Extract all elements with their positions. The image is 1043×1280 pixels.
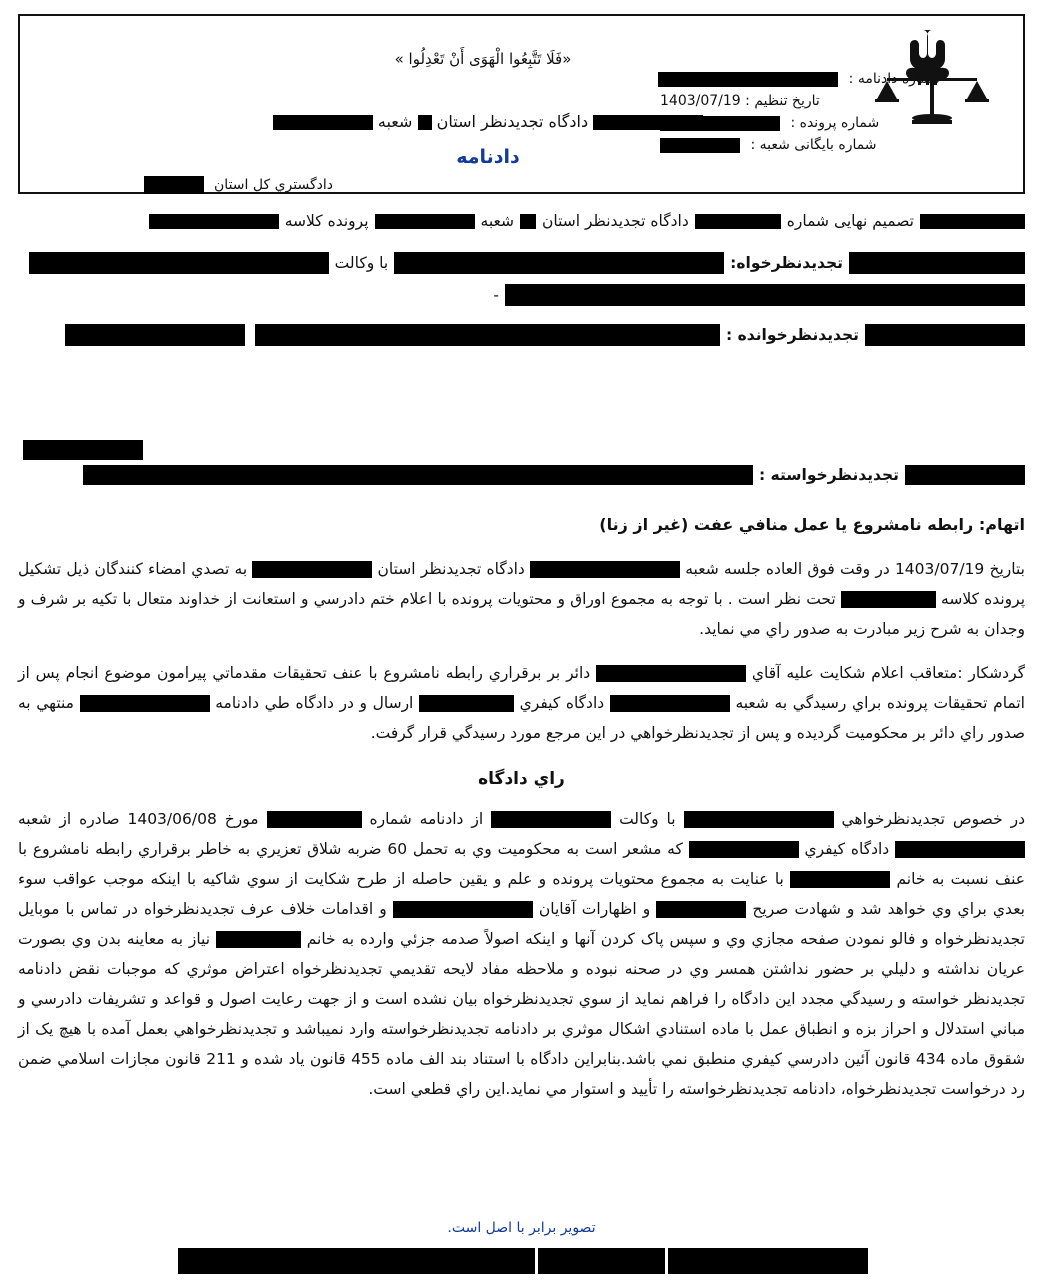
meta-label: شماره بایگانی شعبه : bbox=[750, 137, 877, 153]
redaction-bar bbox=[849, 252, 1025, 274]
charge-line: اتهام: رابطه نامشروع یا عمل منافي عفت (غیر از زنا) bbox=[599, 515, 1025, 534]
redaction-bar bbox=[80, 695, 210, 712]
meta-row-dadname-number bbox=[660, 68, 940, 90]
judiciary-label bbox=[144, 176, 333, 194]
redaction-bar bbox=[920, 214, 1025, 229]
meta-label: شماره پرونده : bbox=[790, 115, 880, 131]
court-line bbox=[253, 112, 723, 131]
redaction-bar bbox=[418, 115, 432, 130]
copy-certification-note: تصویر برابر با اصل است. bbox=[447, 1220, 596, 1236]
document-title: دادنامه bbox=[456, 146, 520, 168]
redaction-bar bbox=[610, 695, 730, 712]
attorney-label: با وکالت bbox=[334, 254, 389, 272]
appellant-row-2 bbox=[18, 280, 1025, 310]
meta-row-date bbox=[660, 90, 940, 112]
redaction-bar bbox=[216, 931, 301, 948]
redaction-bar bbox=[905, 465, 1025, 485]
redaction-bar bbox=[252, 561, 372, 578]
redaction-bar bbox=[273, 115, 373, 130]
case-row bbox=[18, 206, 1025, 236]
redaction-bar bbox=[684, 811, 834, 828]
quran-verse: «فَلَا تَتَّبِعُوا الْهَوَى أَنْ تَعْدِلُوا » bbox=[394, 50, 572, 68]
redaction-bar bbox=[149, 214, 279, 229]
case-label: پرونده کلاسه bbox=[284, 212, 369, 230]
document-body bbox=[18, 200, 1025, 1108]
redaction-bar bbox=[419, 695, 514, 712]
meta-label: شماره دادنامه : bbox=[848, 71, 940, 87]
redaction-bar bbox=[658, 72, 838, 87]
redaction-bar bbox=[660, 116, 780, 131]
redaction-bar bbox=[375, 214, 475, 229]
meta-row-case-number bbox=[660, 112, 940, 134]
redaction-bar bbox=[255, 324, 720, 346]
verdict-title: راي دادگاه bbox=[478, 769, 565, 789]
dash-separator: - bbox=[493, 286, 499, 304]
request-label: تجدیدنظرخواسته : bbox=[758, 466, 899, 484]
session-paragraph: بتاریخ 1403/07/19 در وقت فوق العاده جلسه شعبه دادگاه تجدیدنظر استان به تصدي امضاء کنندگان ذیل تشکیل پرونده کلاسه تحت نظر است . با توجه به مجموع اوراق و محتویات پرونده با اعلام ختم دادرسي و استعانت از خداوند متعال با تکیه بر شرف و وجدان به شرح زیر مبادرت به صدور راي مي نماید. bbox=[18, 560, 1026, 638]
redaction-bar bbox=[895, 841, 1025, 858]
redaction-bar bbox=[29, 252, 329, 274]
court-label: دادگاه تجدیدنظر استان bbox=[436, 112, 589, 131]
redaction-bar bbox=[394, 252, 724, 274]
redaction-bar bbox=[491, 811, 611, 828]
redaction-bar bbox=[267, 811, 362, 828]
redaction-bar bbox=[596, 665, 746, 682]
request-row bbox=[18, 460, 1025, 490]
appellee-row bbox=[18, 320, 1025, 350]
redaction-bar bbox=[790, 871, 890, 888]
header-meta bbox=[660, 68, 940, 156]
redaction-bar bbox=[695, 214, 781, 229]
appellant-row bbox=[18, 248, 1025, 278]
judiciary-text: دادگستري کل استان bbox=[214, 177, 333, 193]
court-label: دادگاه تجدیدنظر استان bbox=[541, 212, 689, 230]
redaction-bar bbox=[520, 214, 536, 229]
branch-label: شعبه bbox=[377, 112, 413, 131]
redaction-bar bbox=[505, 284, 1025, 306]
meta-row-archive-number bbox=[660, 134, 940, 156]
branch-label: شعبه bbox=[480, 212, 514, 230]
verdict-paragraph: در خصوص تجدیدنظرخواهي با وکالت از دادنامه شماره مورخ 1403/06/08 صادره از شعبه دادگاه کیفري که مشعر است به محکومیت وي به تحمل 60 ضربه شلاق تعزیري به خاطر برقراري رابطه نامشروع با عنف نسبت به خانم با عنایت به مجموع محتویات پرونده و علم و یقین حاصله از طرح شکایت از سوي شاکیه با اینکه موجب عواقب سوء بعدي براي وي خواهد شد و شهادت صریح و اظهارات آقایان و اقدامات خلاف عرف تجدیدنظرخواه در تماس با موبایل تجدیدنظرخواه و فالو نمودن صفحه مجازي وي و سپس پاک کردن آنها و اینکه اصولاً صدمه جزئي وارده به خانم نیاز به معاینه بدن وي بصورت عریان نداشته و دلیلي بر حضور نداشتن همسر وي در صحنه نبوده و ملاحظه مفاد لایحه تقدیمي تجدیدنظرخواه اعتراض موثري که موجبات نقض دادنامه تجدیدنظر خواسته و رسیدگي مجدد این دادگاه را فراهم نماید از سوي تجدیدنظرخواه بیان نشده است و از جهت رعایت اصول و قواعد و تشریفات دادرسي و مباني استدلال و احراز بزه و انطباق عمل با ماده استنادي اشکال موثري بر دادنامه تجدیدنظرخواسته وارد نمیباشد و تجدیدنظرخواهي بعمل آمده با هیچ یک از شقوق ماده 434 قانون آئین دادرسي کیفري منطبق نمي باشد.بنابراین دادگاه با استناد بند الف ماده 455 قانون یاد شده و 211 قانون مجازات اسلامي ضمن رد درخواست تجدیدنظرخواه، دادنامه تجدیدنظرخواسته را تأیید و استوار مي نماید.این راي قطعي است. bbox=[18, 810, 1026, 1098]
appellee-label: تجدیدنظرخوانده : bbox=[726, 326, 859, 344]
redaction-bar bbox=[660, 138, 740, 153]
meta-label: تاریخ تنظیم : bbox=[745, 93, 820, 109]
redaction-bar bbox=[144, 176, 204, 194]
redaction-bar bbox=[656, 901, 746, 918]
footer-redaction-bar bbox=[178, 1248, 868, 1274]
background-paragraph: گردشکار :متعاقب اعلام شکایت علیه آقاي دائر بر برقراري رابطه نامشروع با عنف تحقیقات مقدماتي پیرامون موضوع انجام پس از اتمام تحقیقات پرونده براي رسیدگي به شعبه دادگاه کیفري ارسال و در دادگاه طي دادنامه منتهي به صدور راي دائر بر محکومیت گردیده و پس از تجدیدنظرخواهي در این مرجع مورد رسیدگي قرار گرفت. bbox=[18, 664, 1025, 742]
redaction-bar bbox=[841, 591, 936, 608]
redaction-bar bbox=[689, 841, 799, 858]
redaction-bar bbox=[83, 465, 753, 485]
decision-label: تصمیم نهایی شماره bbox=[786, 212, 914, 230]
appellant-label: تجدیدنظرخواه: bbox=[730, 254, 843, 272]
redaction-bar bbox=[65, 324, 245, 346]
redaction-bar bbox=[393, 901, 533, 918]
redaction-bar bbox=[865, 324, 1025, 346]
document-header bbox=[18, 14, 1025, 194]
redaction-bar bbox=[530, 561, 680, 578]
redaction-bar bbox=[23, 440, 143, 460]
meta-value: 1403/07/19 bbox=[660, 93, 741, 109]
